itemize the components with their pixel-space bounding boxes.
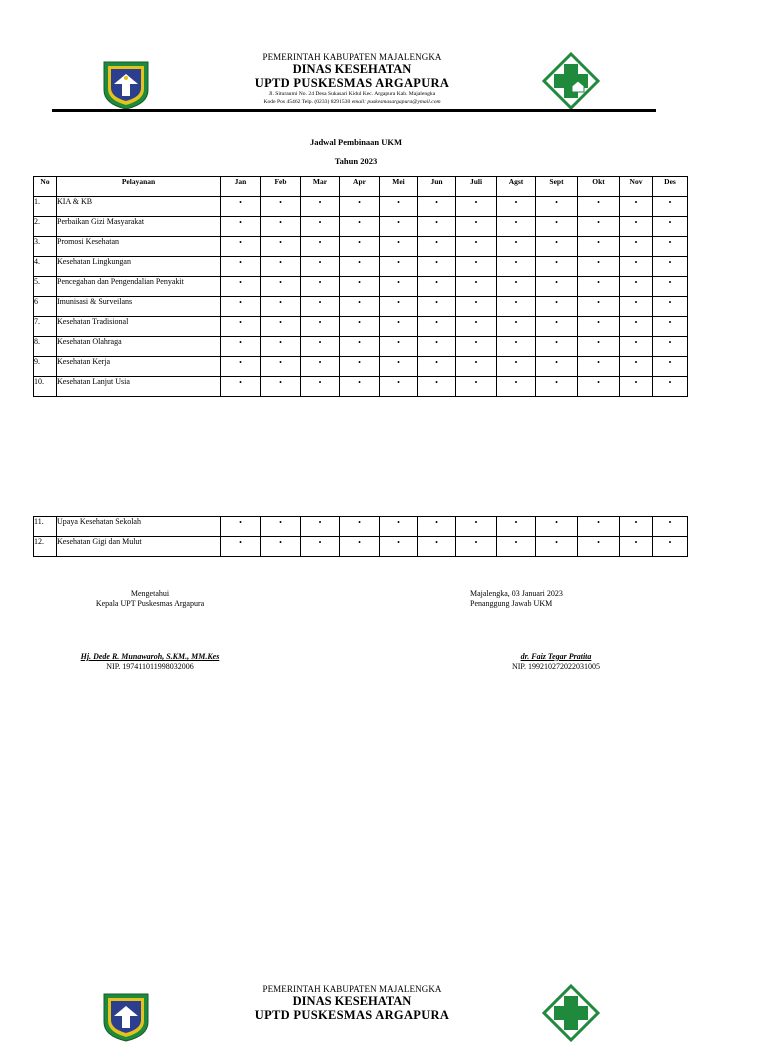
service-name: Upaya Kesehatan Sekolah	[57, 517, 221, 537]
schedule-mark: •	[301, 357, 340, 377]
schedule-mark: •	[456, 357, 497, 377]
schedule-mark: •	[301, 217, 340, 237]
schedule-mark: •	[380, 257, 418, 277]
schedule-mark: •	[536, 317, 578, 337]
schedule-mark: •	[536, 537, 578, 557]
schedule-mark: •	[578, 377, 620, 397]
letterhead-next-page	[52, 984, 656, 1044]
schedule-mark: •	[653, 297, 688, 317]
column-header: Agst	[497, 177, 536, 197]
schedule-mark: •	[653, 197, 688, 217]
table-row	[34, 537, 688, 557]
schedule-mark: •	[418, 297, 456, 317]
head-name: Hj. Dede R. Munawaroh, S.KM., MM.Kes	[80, 652, 220, 661]
schedule-mark: •	[497, 257, 536, 277]
schedule-mark: •	[620, 257, 653, 277]
schedule-mark: •	[221, 217, 261, 237]
schedule-mark: •	[620, 277, 653, 297]
schedule-mark: •	[456, 297, 497, 317]
schedule-mark: •	[301, 377, 340, 397]
letterhead-divider	[52, 109, 656, 112]
schedule-mark: •	[380, 357, 418, 377]
schedule-mark: •	[301, 277, 340, 297]
schedule-mark: •	[418, 237, 456, 257]
schedule-mark: •	[497, 357, 536, 377]
head-nip: NIP. 197411011998032006	[106, 662, 194, 671]
table-row	[34, 317, 688, 337]
schedule-mark: •	[497, 377, 536, 397]
service-name: Kesehatan Kerja	[57, 357, 221, 377]
schedule-mark: •	[221, 377, 261, 397]
schedule-mark: •	[261, 537, 301, 557]
schedule-mark: •	[653, 317, 688, 337]
schedule-mark: •	[380, 297, 418, 317]
government-name: PEMERINTAH KABUPATEN MAJALENGKA	[262, 52, 442, 62]
row-number: 12.	[34, 537, 57, 557]
regency-emblem-icon	[98, 986, 154, 1042]
responsible-title: Penanggung Jawab UKM	[470, 599, 553, 608]
schedule-mark: •	[620, 537, 653, 557]
schedule-mark: •	[380, 337, 418, 357]
schedule-mark: •	[578, 337, 620, 357]
column-header: Feb	[261, 177, 301, 197]
schedule-mark: •	[620, 217, 653, 237]
table-row	[34, 237, 688, 257]
schedule-table-body	[34, 197, 688, 397]
schedule-mark: •	[261, 297, 301, 317]
column-header: Apr	[340, 177, 380, 197]
schedule-mark: •	[261, 317, 301, 337]
schedule-mark: •	[578, 297, 620, 317]
schedule-mark: •	[620, 197, 653, 217]
schedule-mark: •	[301, 237, 340, 257]
schedule-mark: •	[653, 337, 688, 357]
letterhead	[52, 52, 656, 112]
schedule-mark: •	[380, 377, 418, 397]
puskesmas-logo-icon	[542, 52, 600, 110]
service-name: Pencegahan dan Pengendalian Penyakit	[57, 277, 221, 297]
schedule-mark: •	[340, 297, 380, 317]
schedule-mark: •	[221, 257, 261, 277]
schedule-mark: •	[456, 217, 497, 237]
schedule-mark: •	[261, 237, 301, 257]
schedule-mark: •	[221, 337, 261, 357]
row-number: 9.	[34, 357, 57, 377]
service-name: KIA & KB	[57, 197, 221, 217]
row-number: 2.	[34, 217, 57, 237]
schedule-mark: •	[536, 337, 578, 357]
schedule-mark: •	[620, 377, 653, 397]
schedule-mark: •	[536, 277, 578, 297]
schedule-mark: •	[456, 197, 497, 217]
service-name: Imunisasi & Surveilans	[57, 297, 221, 317]
schedule-mark: •	[418, 217, 456, 237]
letterhead-text	[162, 984, 542, 1022]
schedule-mark: •	[653, 517, 688, 537]
table-row	[34, 297, 688, 317]
signature-right-name-block	[486, 652, 626, 672]
service-name: Kesehatan Gigi dan Mulut	[57, 537, 221, 557]
schedule-mark: •	[261, 217, 301, 237]
schedule-mark: •	[536, 257, 578, 277]
email-address: puskesmasargapura@ymail.com	[367, 99, 441, 105]
schedule-mark: •	[456, 317, 497, 337]
column-header: Sept	[536, 177, 578, 197]
schedule-mark: •	[418, 357, 456, 377]
table-header-row	[34, 177, 688, 197]
schedule-mark: •	[380, 277, 418, 297]
contact-line	[162, 99, 542, 106]
schedule-mark: •	[340, 237, 380, 257]
schedule-mark: •	[620, 317, 653, 337]
column-header: Mei	[380, 177, 418, 197]
schedule-mark: •	[418, 317, 456, 337]
schedule-mark: •	[261, 337, 301, 357]
column-header: Pelayanan	[57, 177, 221, 197]
schedule-mark: •	[380, 237, 418, 257]
signature-right-block	[470, 589, 640, 609]
agency-name: DINAS KESEHATAN	[292, 62, 412, 76]
row-number: 1.	[34, 197, 57, 217]
schedule-mark: •	[497, 237, 536, 257]
table-row	[34, 217, 688, 237]
column-header: Des	[653, 177, 688, 197]
row-number: 8.	[34, 337, 57, 357]
schedule-mark: •	[497, 217, 536, 237]
schedule-mark: •	[261, 357, 301, 377]
schedule-mark: •	[418, 517, 456, 537]
schedule-mark: •	[578, 257, 620, 277]
table-row	[34, 517, 688, 537]
schedule-mark: •	[261, 197, 301, 217]
schedule-mark: •	[340, 197, 380, 217]
schedule-mark: •	[620, 357, 653, 377]
schedule-mark: •	[418, 257, 456, 277]
row-number: 3.	[34, 237, 57, 257]
schedule-mark: •	[456, 337, 497, 357]
schedule-table	[33, 176, 688, 397]
signature-left-name-block	[60, 652, 240, 672]
service-name: Kesehatan Lingkungan	[57, 257, 221, 277]
schedule-mark: •	[620, 337, 653, 357]
schedule-mark: •	[340, 357, 380, 377]
schedule-mark: •	[653, 357, 688, 377]
schedule-mark: •	[578, 277, 620, 297]
unit-name: UPTD PUSKESMAS ARGAPURA	[254, 1008, 450, 1022]
schedule-mark: •	[221, 297, 261, 317]
schedule-mark: •	[380, 517, 418, 537]
schedule-mark: •	[578, 317, 620, 337]
table-row	[34, 357, 688, 377]
schedule-mark: •	[340, 317, 380, 337]
column-header: No	[34, 177, 57, 197]
schedule-mark: •	[653, 237, 688, 257]
schedule-mark: •	[456, 257, 497, 277]
place-date: Majalengka, 03 Januari 2023	[470, 589, 563, 598]
schedule-mark: •	[578, 537, 620, 557]
document-year: Tahun 2023	[334, 156, 378, 166]
schedule-mark: •	[536, 297, 578, 317]
email-label: email:	[351, 99, 366, 105]
schedule-mark: •	[261, 257, 301, 277]
signature-left-block	[60, 589, 240, 609]
schedule-mark: •	[261, 277, 301, 297]
schedule-mark: •	[340, 277, 380, 297]
service-name: Perbaikan Gizi Masyarakat	[57, 217, 221, 237]
schedule-mark: •	[456, 237, 497, 257]
schedule-mark: •	[653, 377, 688, 397]
schedule-mark: •	[536, 377, 578, 397]
schedule-mark: •	[340, 257, 380, 277]
column-header: Nov	[620, 177, 653, 197]
schedule-mark: •	[497, 197, 536, 217]
responsible-name: dr. Faiz Tegar Pratita	[520, 652, 592, 661]
schedule-mark: •	[221, 237, 261, 257]
agency-name: DINAS KESEHATAN	[292, 994, 412, 1008]
schedule-mark: •	[221, 277, 261, 297]
schedule-mark: •	[301, 197, 340, 217]
schedule-table-continued-body	[34, 517, 688, 557]
schedule-mark: •	[380, 217, 418, 237]
contact-phone: Kode Pos 45462 Telp. (0233) 8291530	[263, 99, 351, 105]
schedule-mark: •	[578, 517, 620, 537]
document-title: Jadwal Pembinaan UKM	[309, 137, 403, 147]
row-number: 7.	[34, 317, 57, 337]
row-number: 5.	[34, 277, 57, 297]
schedule-mark: •	[497, 517, 536, 537]
schedule-mark: •	[301, 517, 340, 537]
schedule-mark: •	[653, 257, 688, 277]
schedule-mark: •	[653, 217, 688, 237]
schedule-mark: •	[301, 537, 340, 557]
letterhead-text	[162, 52, 542, 106]
table-row	[34, 197, 688, 217]
schedule-mark: •	[578, 237, 620, 257]
schedule-mark: •	[221, 517, 261, 537]
table-row	[34, 277, 688, 297]
schedule-mark: •	[418, 537, 456, 557]
regency-emblem-icon	[98, 54, 154, 110]
schedule-table-continued	[33, 516, 688, 557]
schedule-mark: •	[653, 537, 688, 557]
table-row	[34, 337, 688, 357]
row-number: 11.	[34, 517, 57, 537]
schedule-mark: •	[456, 517, 497, 537]
schedule-mark: •	[578, 197, 620, 217]
puskesmas-logo-icon	[542, 984, 600, 1042]
schedule-mark: •	[261, 517, 301, 537]
schedule-mark: •	[340, 537, 380, 557]
row-number: 4.	[34, 257, 57, 277]
schedule-mark: •	[418, 337, 456, 357]
table-row	[34, 257, 688, 277]
column-header: Mar	[301, 177, 340, 197]
schedule-mark: •	[380, 197, 418, 217]
schedule-mark: •	[418, 377, 456, 397]
schedule-mark: •	[497, 337, 536, 357]
schedule-mark: •	[301, 257, 340, 277]
column-header: Juli	[456, 177, 497, 197]
row-number: 10.	[34, 377, 57, 397]
schedule-mark: •	[497, 317, 536, 337]
schedule-mark: •	[301, 297, 340, 317]
government-name: PEMERINTAH KABUPATEN MAJALENGKA	[262, 984, 442, 994]
schedule-mark: •	[536, 217, 578, 237]
schedule-mark: •	[536, 237, 578, 257]
schedule-mark: •	[221, 317, 261, 337]
schedule-mark: •	[340, 517, 380, 537]
schedule-mark: •	[301, 337, 340, 357]
schedule-mark: •	[620, 297, 653, 317]
schedule-mark: •	[456, 377, 497, 397]
responsible-nip: NIP. 199210272022031005	[511, 662, 600, 671]
schedule-mark: •	[497, 277, 536, 297]
schedule-mark: •	[380, 537, 418, 557]
service-name: Kesehatan Lanjut Usia	[57, 377, 221, 397]
schedule-mark: •	[261, 377, 301, 397]
schedule-mark: •	[653, 277, 688, 297]
row-number: 6	[34, 297, 57, 317]
schedule-mark: •	[221, 197, 261, 217]
column-header: Jan	[221, 177, 261, 197]
schedule-mark: •	[456, 277, 497, 297]
schedule-mark: •	[536, 517, 578, 537]
service-name: Kesehatan Olahraga	[57, 337, 221, 357]
schedule-mark: •	[380, 317, 418, 337]
schedule-mark: •	[536, 357, 578, 377]
service-name: Kesehatan Tradisional	[57, 317, 221, 337]
schedule-mark: •	[340, 337, 380, 357]
schedule-mark: •	[620, 237, 653, 257]
schedule-mark: •	[418, 277, 456, 297]
schedule-mark: •	[221, 537, 261, 557]
column-header: Jun	[418, 177, 456, 197]
table-row	[34, 377, 688, 397]
schedule-mark: •	[578, 217, 620, 237]
schedule-mark: •	[340, 217, 380, 237]
unit-name: UPTD PUSKESMAS ARGAPURA	[254, 76, 450, 90]
schedule-mark: •	[221, 357, 261, 377]
service-name: Promosi Kesehatan	[57, 237, 221, 257]
head-title: Kepala UPT Puskesmas Argapura	[95, 599, 205, 608]
schedule-mark: •	[620, 517, 653, 537]
acknowledgement-label: Mengetahui	[130, 589, 170, 598]
schedule-mark: •	[497, 297, 536, 317]
schedule-mark: •	[536, 197, 578, 217]
schedule-mark: •	[456, 537, 497, 557]
column-header: Okt	[578, 177, 620, 197]
address-line: Jl. Situraumi No. 24 Desa Sukasari Kidul Kec. Argapura Kab. Majalengka	[268, 91, 436, 97]
schedule-mark: •	[497, 537, 536, 557]
schedule-mark: •	[340, 377, 380, 397]
schedule-mark: •	[301, 317, 340, 337]
schedule-mark: •	[418, 197, 456, 217]
schedule-mark: •	[578, 357, 620, 377]
